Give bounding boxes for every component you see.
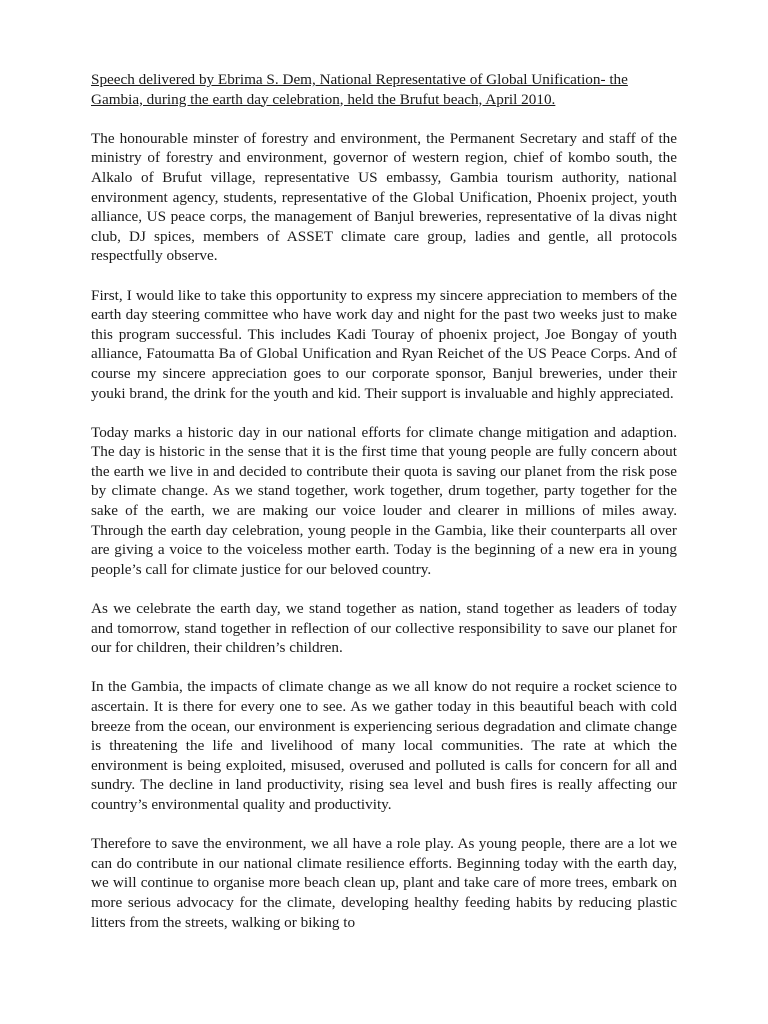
paragraph-salutation: The honourable minster of forestry and environment, the Permanent Secretary and staff of the ministry of forestry and environment, governor of western region, chief of kombo south, the Alkalo of Brufut village, representative US embassy, Gambia tourism authority, national environment agency, students, representative of the Global Unification, Phoenix project, youth alliance, US peace corps, the management of Banjul breweries, representative of la divas night club, DJ spices, members of ASSET climate care group, ladies and gentle, all protocols respectfully observe. (91, 129, 677, 265)
document-page (91, 70, 677, 932)
paragraph-role-play: Therefore to save the environment, we all have a role play. As young people, there are a lot we can do contribute in our national climate resilience efforts. Beginning today with the earth day, we will continue to organise more beach clean up, plant and take care of more trees, embark on more serious advocacy for the climate, developing healthy feeding habits by reducing plastic litters from the streets, walking or biking to (91, 835, 677, 931)
paragraph-stand-together: As we celebrate the earth day, we stand together as nation, stand together as leaders of today and tomorrow, stand together in reflection of our collective responsibility to save our planet for our for children, their children’s children. (91, 600, 677, 657)
paragraph-climate-impacts: In the Gambia, the impacts of climate change as we all know do not require a rocket science to ascertain. It is there for every one to see. As we gather today in this beautiful beach with cold breeze from the ocean, our environment is experiencing serious degradation and climate change is threatening the life and livelihood of many local communities. The rate at which the environment is being exploited, misused, overused and polluted is calls for concern for all and sundry. The decline in land productivity, rising sea level and bush fires is really affecting our country’s environmental quality and productivity. (91, 678, 677, 813)
paragraph-appreciation: First, I would like to take this opportunity to express my sincere appreciation to members of the earth day steering committee who have work day and night for the past two weeks just to make this program successful. This includes Kadi Touray of phoenix project, Joe Bongay of youth alliance, Fatoumatta Ba of Global Unification and Ryan Reichet of the US Peace Corps. And of course my sincere appreciation goes to our corporate sponsor, Banjul breweries, under their youki brand, the drink for the youth and kid. Their support is invaluable and highly appreciated. (91, 286, 677, 402)
paragraph-historic-day: Today marks a historic day in our national efforts for climate change mitigation and adaption. The day is historic in the sense that it is the first time that young people are fully concern about the earth we live in and decided to contribute their quota is saving our planet from the risk pose by climate change. As we stand together, work together, drum together, party together for the sake of the earth, we are making our voice louder and clearer in millions of miles away. Through the earth day celebration, young people in the Gambia, like their counterparts all over are giving a voice to the voiceless mother earth. Today is the beginning of a new era in young people’s call for climate justice for our beloved country. (91, 423, 677, 578)
speech-title: Speech delivered by Ebrima S. Dem, National Representative of Global Unification- the Gambia, during the earth day celebration, held the Brufut beach, April 2010. (91, 71, 628, 108)
